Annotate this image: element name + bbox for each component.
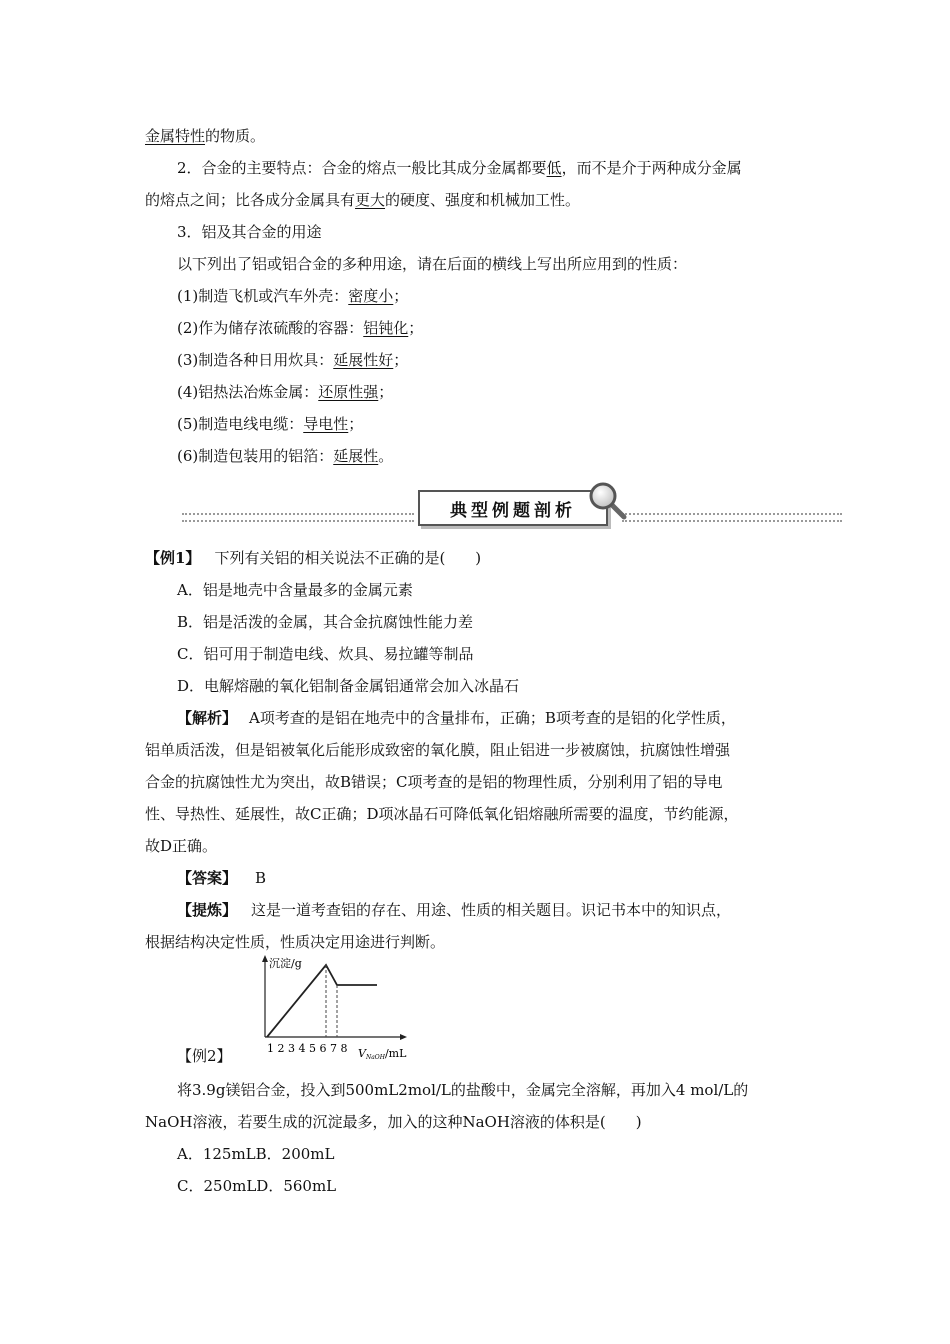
option-row: C．250mLD．560mL [177, 1177, 337, 1195]
answer-value: B [255, 869, 267, 887]
text-span: 2．合金的主要特点：合金的熔点一般比其成分金属都要 [177, 159, 547, 177]
underlined-answer: 还原性强 [318, 383, 379, 401]
text-span: ，而不是介于两种成分金属 [561, 159, 742, 177]
dotted-divider [622, 513, 842, 522]
analysis-line: 铝单质活泼，但是铝被氧化后能形成致密的氧化膜，阻止铝进一步被腐蚀，抗腐蚀性增强 [145, 741, 731, 759]
option-row: A．125mLB．200mL [177, 1145, 335, 1163]
underlined-answer: 铝钝化 [363, 319, 409, 337]
section-heading: 3．铝及其合金的用途 [177, 223, 322, 241]
text-span: ； [393, 351, 409, 369]
option-c: C．铝可用于制造电线、炊具、易拉罐等制品 [177, 645, 474, 663]
text-line [177, 158, 742, 178]
summary-line: 根据结构决定性质，性质决定用途进行判断。 [145, 933, 446, 951]
text-span: (5)制造电线电缆： [177, 415, 304, 433]
answer-line [177, 868, 266, 888]
text-span: (3)制造各种日用炊具： [177, 351, 334, 369]
analysis-line: 故D正确。 [145, 837, 218, 855]
analysis-tag: 【解析】 [177, 709, 238, 727]
text-span: 的熔点之间；比各成分金属具有 [145, 191, 356, 209]
x-tick-labels: 1 2 3 4 5 6 7 8 [267, 1042, 348, 1055]
underlined-answer: 低 [546, 159, 562, 177]
question-text: 下列有关铝的相关说法不正确的是( ) [214, 549, 482, 567]
example-question [145, 548, 481, 568]
text-line [145, 190, 580, 210]
underlined-answer: 密度小 [348, 287, 394, 305]
option-d: D．电解熔融的氧化铝制备金属铝通常会加入冰晶石 [177, 677, 520, 695]
text-span: 这是一道考查铝的存在、用途、性质的相关题目。识记书本中的知识点， [251, 901, 732, 919]
underlined-answer: 导电性 [303, 415, 349, 433]
x-label-sub: NaOH [365, 1054, 385, 1061]
underlined-answer: 延展性 [333, 447, 379, 465]
analysis-line: 合金的抗腐蚀性尤为突出，故B错误；C项考查的是铝的物理性质，分别利用了铝的导电 [145, 773, 723, 791]
analysis-line: 性、导热性、延展性，故C正确；D项冰晶石可降低氧化铝熔融所需要的温度，节约能源， [145, 805, 739, 823]
instruction-text: 以下列出了铝或铝合金的多种用途，请在后面的横线上写出所应用到的性质： [177, 255, 688, 273]
option-a: A．铝是地壳中含量最多的金属元素 [177, 581, 413, 599]
banner-title: 典型例题剖析 [418, 490, 608, 526]
underlined-answer: 延展性好 [333, 351, 394, 369]
precipitate-curve [267, 965, 377, 1037]
precipitate-graph [255, 955, 415, 1065]
use-item [177, 286, 408, 306]
text-line [145, 126, 265, 146]
text-span: (4)铝热法冶炼金属： [177, 383, 319, 401]
summary-line [177, 900, 731, 920]
y-axis-arrow [262, 955, 268, 962]
x-axis-label [358, 1047, 407, 1061]
x-label-main: V [358, 1047, 366, 1060]
text-span: (6)制造包装用的铝箔： [177, 447, 334, 465]
use-item [177, 446, 393, 466]
y-axis-label: 沉淀/g [269, 957, 302, 970]
analysis-line [177, 708, 736, 728]
use-item [177, 382, 393, 402]
text-span: 的硬度、强度和机械加工性。 [385, 191, 581, 209]
text-span: (2)作为储存浓硫酸的容器： [177, 319, 364, 337]
text-span: 。 [378, 447, 394, 465]
question-line: 将3.9g镁铝合金，投入到500mL2mol/L的盐酸中，金属完全溶解，再加入4 mol/L的 [177, 1081, 749, 1099]
x-axis-arrow [400, 1034, 407, 1040]
text-span: A项考查的是铝在地壳中的含量排布，正确；B项考查的是铝的化学性质， [249, 709, 736, 727]
option-b: B．铝是活泼的金属，其合金抗腐蚀性能力差 [177, 613, 474, 631]
underlined-answer: 更大 [355, 191, 386, 209]
use-item [177, 414, 363, 434]
use-item [177, 350, 408, 370]
section-banner [182, 480, 842, 530]
text-span: 的物质。 [205, 127, 266, 145]
dotted-divider [182, 513, 414, 522]
use-item [177, 318, 423, 338]
text-span: ； [378, 383, 394, 401]
underlined-answer: 金属特性 [145, 127, 206, 145]
question-line: NaOH溶液，若要生成的沉淀最多，加入的这种NaOH溶液的体积是( ) [145, 1113, 642, 1131]
example-tag: 【例2】 [177, 1047, 232, 1065]
summary-tag: 【提炼】 [177, 901, 238, 919]
text-span: (1)制造飞机或汽车外壳： [177, 287, 349, 305]
text-span: ； [408, 319, 424, 337]
magnifier-icon [587, 480, 629, 522]
answer-tag: 【答案】 [177, 869, 238, 887]
x-label-unit: /mL [384, 1047, 407, 1060]
text-span: ； [348, 415, 364, 433]
example-tag: 【例1】 [145, 549, 201, 567]
text-span: ； [393, 287, 409, 305]
